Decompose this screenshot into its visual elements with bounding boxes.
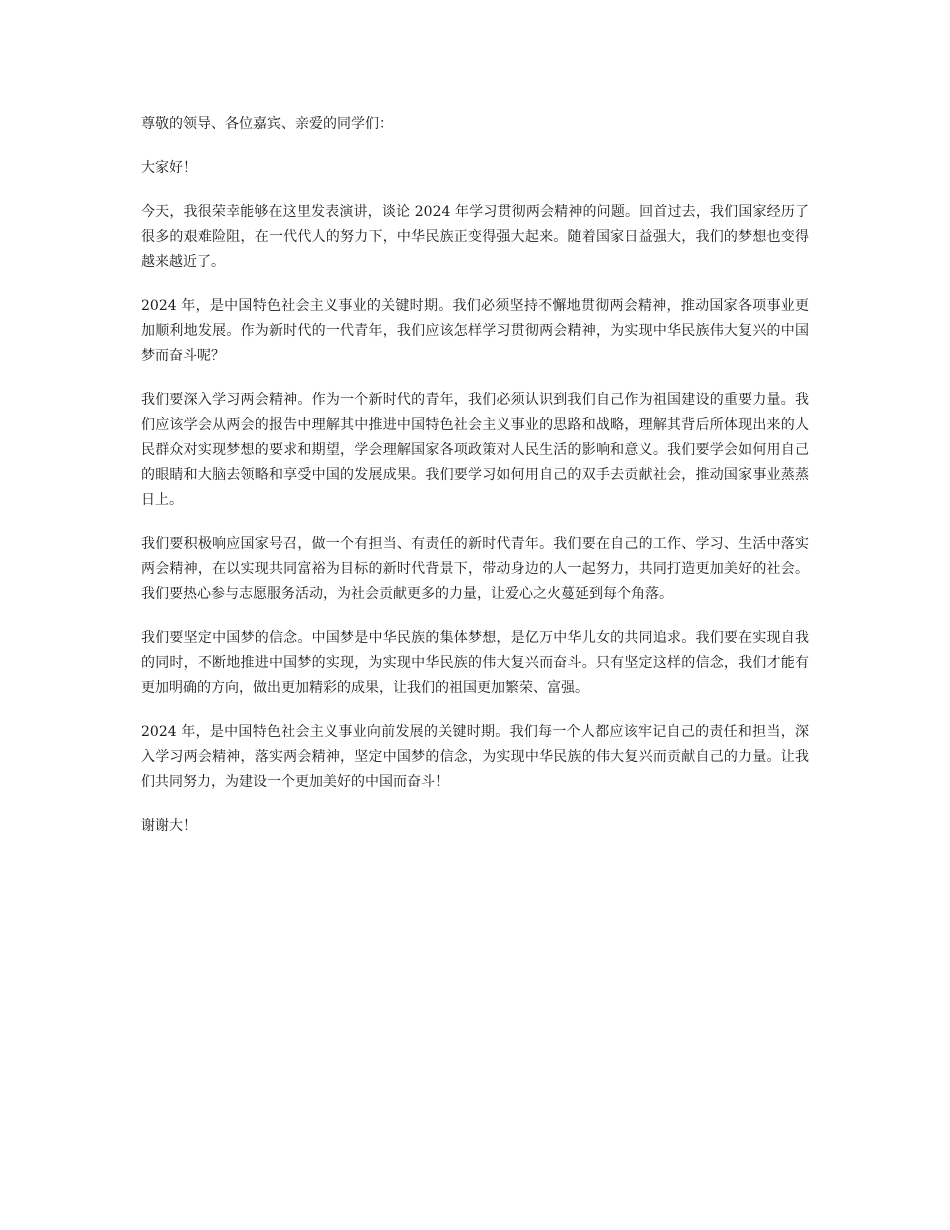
paragraph-3: 我们要深入学习两会精神。作为一个新时代的青年，我们必须认识到我们自己作为祖国建设的重要力量。我们应该学会从两会的报告中理解其中推进中国特色社会主义事业的思路和战略，理解其背后所体现出来的人民群众对实现梦想的要求和期望，学会理解国家各项政策对人民生活的影响和意义。我们要学会如何用自己的眼睛和大脑去领略和享受中国的发展成果。我们要学习如何用自己的双手去贡献社会，推动国家事业蒸蒸日上。 <box>141 392 809 508</box>
speech-body <box>141 112 809 858</box>
paragraph-2: 2024 年，是中国特色社会主义事业的关键时期。我们必须坚持不懈地贯彻两会精神，推动国家各项事业更加顺利地发展。作为新时代的一代青年，我们应该怎样学习贯彻两会精神，为实现中华民族伟大复兴的中国梦而奋斗呢？ <box>141 298 809 364</box>
closing: 谢谢大！ <box>141 818 197 834</box>
paragraph-4: 我们要积极响应国家号召，做一个有担当、有责任的新时代青年。我们要在自己的工作、学习、生活中落实两会精神，在以实现共同富裕为目标的新时代背景下，带动身边的人一起努力，共同打造更加美好的社会。我们要热心参与志愿服务活动，为社会贡献更多的力量，让爱心之火蔓延到每个角落。 <box>141 536 809 602</box>
paragraph-5: 我们要坚定中国梦的信念。中国梦是中华民族的集体梦想，是亿万中华儿女的共同追求。我们要在实现自我的同时，不断地推进中国梦的实现，为实现中华民族的伟大复兴而奋斗。只有坚定这样的信念，我们才能有更加明确的方向，做出更加精彩的成果，让我们的祖国更加繁荣、富强。 <box>141 630 809 696</box>
greeting: 大家好！ <box>141 160 197 176</box>
salutation: 尊敬的领导、各位嘉宾、亲爱的同学们： <box>141 116 393 132</box>
paragraph-1: 今天，我很荣幸能够在这里发表演讲，谈论 2024 年学习贯彻两会精神的问题。回首过去，我们国家经历了很多的艰难险阻，在一代代人的努力下，中华民族正变得强大起来。随着国家日益强大，我们的梦想也变得越来越近了。 <box>141 204 809 270</box>
paragraph-6: 2024 年，是中国特色社会主义事业向前发展的关键时期。我们每一个人都应该牢记自己的责任和担当，深入学习两会精神，落实两会精神，坚定中国梦的信念，为实现中华民族的伟大复兴而贡献自己的力量。让我们共同努力，为建设一个更加美好的中国而奋斗！ <box>141 724 809 790</box>
